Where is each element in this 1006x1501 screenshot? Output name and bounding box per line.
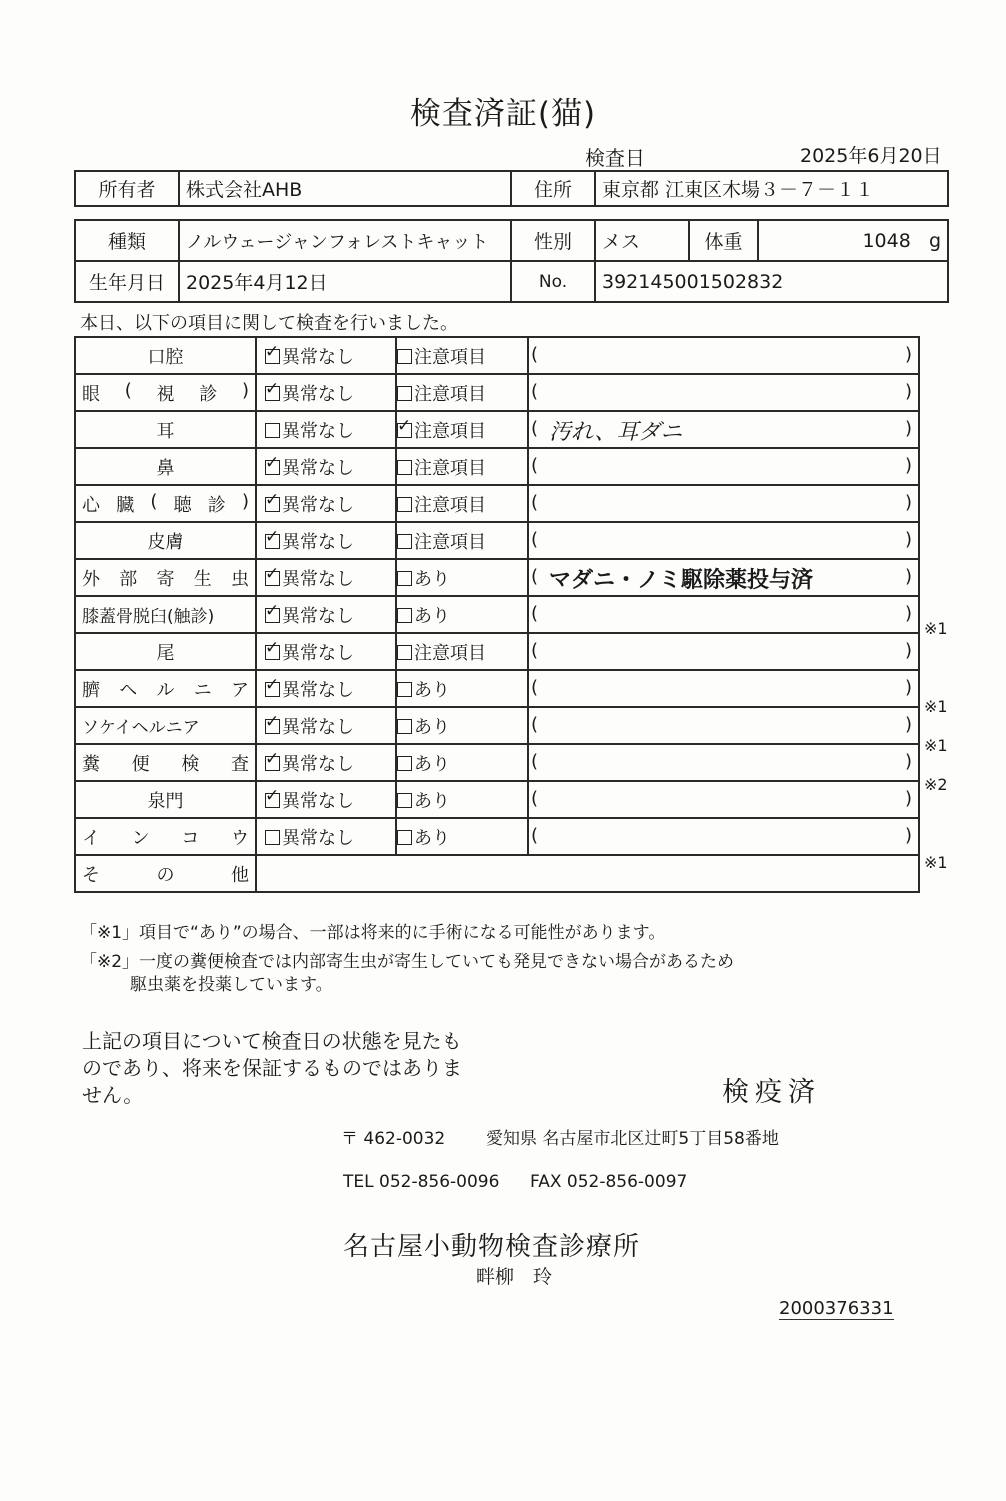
exam-item-label: 鼻 [156, 457, 175, 479]
clinic-tel: TEL 052-856-0096 [343, 1172, 500, 1192]
caution-option [396, 448, 528, 485]
present-label: あり [414, 716, 450, 738]
exam-item-name [75, 374, 256, 411]
normal-label: 異常なし [282, 531, 354, 553]
caution-option [396, 522, 528, 559]
normal-option [256, 559, 396, 596]
present-option [396, 596, 528, 633]
quarantine-stamp: 検疫済 [722, 1077, 821, 1108]
checkbox-icon[interactable] [265, 830, 280, 845]
exam-date: 2025年6月20日 [800, 145, 942, 167]
checkbox-icon[interactable] [397, 793, 412, 808]
weight-cell [758, 220, 948, 261]
footnote-mark: ※1 [924, 736, 948, 755]
exam-item-name [75, 707, 256, 744]
paren-close: ) [904, 603, 912, 624]
checked-box-icon[interactable] [397, 423, 412, 438]
exam-item-label: 臍 ヘ ル ニ ア [82, 679, 249, 701]
exam-note [528, 596, 919, 633]
clinic-name: 名古屋小動物検査診療所 [343, 1232, 641, 1262]
exam-item-label: 皮膚 [147, 531, 184, 553]
intro-text: 本日、以下の項目に関して検査を行いました。 [80, 313, 458, 334]
exam-note [528, 744, 919, 781]
normal-option [256, 633, 396, 670]
exam-item-label: 尾 [156, 642, 175, 664]
exam-note [528, 374, 919, 411]
caution-label: 注意項目 [414, 383, 486, 405]
normal-option [256, 596, 396, 633]
present-label: あり [414, 679, 450, 701]
normal-option [256, 374, 396, 411]
exam-item-name [75, 744, 256, 781]
exam-item-name [75, 781, 256, 818]
exam-row [75, 337, 919, 374]
normal-option [256, 707, 396, 744]
paren-close: ) [904, 788, 912, 809]
paren-open: ( [531, 381, 539, 402]
normal-label: 異常なし [282, 753, 354, 775]
caution-label: 注意項目 [414, 420, 486, 442]
exam-date-label: 検査日 [585, 146, 645, 170]
exam-note-text: 汚れ、耳ダニ [549, 420, 683, 445]
present-label: あり [414, 605, 450, 627]
caution-option [396, 411, 528, 448]
footnote-mark: ※1 [924, 697, 948, 716]
exam-item-name [75, 337, 256, 374]
exam-row [75, 522, 919, 559]
exam-item-label: 膝蓋骨脱臼(触診) [82, 607, 215, 627]
footnote-2: 「※2」一度の糞便検査では内部寄生虫が寄生していても発見できない場合があるため [80, 952, 735, 972]
footnote-3: 駆虫薬を投薬しています。 [130, 975, 333, 995]
exam-note [528, 818, 919, 855]
caution-label: 注意項目 [414, 642, 486, 664]
exam-item-label: 泉門 [147, 790, 184, 812]
exam-note [528, 337, 919, 374]
clinic-fax: FAX 052-856-0097 [530, 1172, 688, 1192]
exam-item-label: ソケイヘルニア [82, 718, 200, 738]
exam-item-name [75, 448, 256, 485]
clinic-address: 愛知県 名古屋市北区辻町5丁目58番地 [486, 1129, 779, 1149]
dob-value: 2025年4月12日 [179, 261, 511, 302]
footnote-mark: ※2 [924, 775, 948, 794]
paren-close: ) [904, 566, 912, 587]
exam-note [528, 559, 919, 596]
exam-item-name [75, 818, 256, 855]
exam-note [528, 485, 919, 522]
serial-number: 2000376331 [779, 1298, 894, 1319]
paren-close: ) [904, 640, 912, 661]
normal-option [256, 485, 396, 522]
checkbox-icon[interactable] [397, 830, 412, 845]
paren-open: ( [531, 418, 539, 439]
paren-close: ) [904, 825, 912, 846]
exam-row [75, 448, 919, 485]
checkbox-icon[interactable] [397, 571, 412, 586]
postal-code: 〒 462-0032 [341, 1129, 446, 1149]
checked-box-icon[interactable] [265, 719, 280, 734]
checked-box-icon[interactable] [265, 460, 280, 475]
no-label: No. [511, 261, 595, 302]
checked-box-icon[interactable] [265, 497, 280, 512]
exam-note [528, 448, 919, 485]
exam-note [528, 633, 919, 670]
caution-option [396, 374, 528, 411]
normal-label: 異常なし [282, 790, 354, 812]
normal-label: 異常なし [282, 642, 354, 664]
other-label-cell [75, 855, 256, 892]
paren-close: ) [904, 381, 912, 402]
sex-label: 性別 [511, 220, 595, 261]
normal-label: 異常なし [282, 346, 354, 368]
paren-close: ) [904, 714, 912, 735]
normal-label: 異常なし [282, 457, 354, 479]
paren-open: ( [531, 640, 539, 661]
paren-close: ) [904, 455, 912, 476]
exam-note [528, 670, 919, 707]
normal-label: 異常なし [282, 494, 354, 516]
normal-option [256, 411, 396, 448]
normal-label: 異常なし [282, 827, 354, 849]
paren-open: ( [531, 529, 539, 550]
statement: 上記の項目について検査日の状態を見たものであり、将来を保証するものではありません。 [82, 1029, 462, 1107]
checked-box-icon[interactable] [265, 349, 280, 364]
caution-label: 注意項目 [414, 346, 486, 368]
checkbox-icon[interactable] [265, 423, 280, 438]
paren-close: ) [904, 677, 912, 698]
caution-label: 注意項目 [414, 531, 486, 553]
paren-open: ( [531, 751, 539, 772]
breed-value: ノルウェージャンフォレストキャット [179, 220, 511, 261]
checkbox-icon[interactable] [397, 756, 412, 771]
paren-open: ( [531, 492, 539, 513]
footnote-mark: ※1 [924, 853, 948, 872]
exam-item-name [75, 670, 256, 707]
checked-box-icon[interactable] [265, 608, 280, 623]
caution-option [396, 633, 528, 670]
exam-row [75, 633, 919, 670]
exam-note-text: マダニ・ノミ駆除薬投与済 [549, 568, 814, 593]
paren-open: ( [531, 677, 539, 698]
paren-open: ( [531, 603, 539, 624]
exam-item-label: 耳 [156, 420, 175, 442]
normal-option [256, 670, 396, 707]
checked-box-icon[interactable] [265, 756, 280, 771]
normal-label: 異常なし [282, 383, 354, 405]
present-option [396, 781, 528, 818]
other-value [256, 855, 919, 892]
checked-box-icon[interactable] [265, 682, 280, 697]
checkbox-icon[interactable] [397, 682, 412, 697]
exam-item-name [75, 596, 256, 633]
checkbox-icon[interactable] [397, 460, 412, 475]
exam-note [528, 411, 919, 448]
normal-option [256, 781, 396, 818]
checked-box-icon[interactable] [265, 534, 280, 549]
caution-option [396, 337, 528, 374]
exam-row [75, 818, 919, 855]
exam-table [74, 336, 920, 893]
checked-box-icon[interactable] [265, 793, 280, 808]
exam-item-label: 心 臓 ( 聴 診 ) [82, 490, 249, 516]
exam-row [75, 411, 919, 448]
exam-item-label: 糞 便 検 査 [82, 753, 249, 775]
present-option [396, 559, 528, 596]
exam-item-label: 外 部 寄 生 虫 [82, 568, 249, 590]
normal-option [256, 337, 396, 374]
paren-close: ) [904, 344, 912, 365]
checkbox-icon[interactable] [397, 608, 412, 623]
checkbox-icon[interactable] [397, 719, 412, 734]
caution-label: 注意項目 [414, 457, 486, 479]
pet-table [74, 219, 949, 303]
present-option [396, 818, 528, 855]
exam-item-name [75, 485, 256, 522]
normal-label: 異常なし [282, 679, 354, 701]
exam-note [528, 522, 919, 559]
checkbox-icon[interactable] [397, 349, 412, 364]
paren-close: ) [904, 751, 912, 772]
owner-value: 株式会社AHB [179, 171, 511, 206]
checkbox-icon[interactable] [397, 534, 412, 549]
exam-note [528, 707, 919, 744]
other-label: そ の 他 [82, 864, 249, 886]
sex-value: メス [595, 220, 689, 261]
paren-open: ( [531, 455, 539, 476]
exam-item-label: イ ン コ ウ [82, 827, 249, 849]
owner-label: 所有者 [75, 171, 179, 206]
caution-option [396, 485, 528, 522]
weight-unit: g [928, 229, 941, 252]
exam-item-name [75, 411, 256, 448]
present-label: あり [414, 790, 450, 812]
paren-open: ( [531, 566, 539, 587]
exam-row [75, 707, 919, 744]
address-label: 住所 [511, 171, 595, 206]
weight-label: 体重 [689, 220, 758, 261]
present-label: あり [414, 568, 450, 590]
document-title: 検査済証(猫) [409, 96, 597, 132]
owner-address: 東京都 江東区木場３－７－１１ [595, 171, 948, 206]
paren-close: ) [904, 529, 912, 550]
exam-row [75, 374, 919, 411]
paren-open: ( [531, 825, 539, 846]
checkbox-icon[interactable] [397, 386, 412, 401]
dob-label: 生年月日 [75, 261, 179, 302]
exam-item-label: 口腔 [147, 346, 184, 368]
breed-label: 種類 [75, 220, 179, 261]
checked-box-icon[interactable] [265, 386, 280, 401]
normal-option [256, 522, 396, 559]
normal-label: 異常なし [282, 716, 354, 738]
no-value: 392145001502832 [595, 261, 948, 302]
present-option [396, 744, 528, 781]
paren-open: ( [531, 788, 539, 809]
checked-box-icon[interactable] [265, 571, 280, 586]
exam-row [75, 559, 919, 596]
checkbox-icon[interactable] [397, 645, 412, 660]
present-label: あり [414, 753, 450, 775]
checkbox-icon[interactable] [397, 497, 412, 512]
normal-label: 異常なし [282, 568, 354, 590]
exam-row [75, 670, 919, 707]
weight-value: 1048 [862, 229, 911, 252]
normal-label: 異常なし [282, 420, 354, 442]
footnote-1: 「※1」項目で“あり”の場合、一部は将来的に手術になる可能性があります。 [80, 923, 666, 943]
present-option [396, 670, 528, 707]
doctor-name: 畔柳 玲 [476, 1266, 553, 1288]
paren-close: ) [904, 418, 912, 439]
exam-item-name [75, 559, 256, 596]
checked-box-icon[interactable] [265, 645, 280, 660]
exam-item-name [75, 522, 256, 559]
present-option [396, 707, 528, 744]
exam-item-name [75, 633, 256, 670]
normal-option [256, 744, 396, 781]
caution-label: 注意項目 [414, 494, 486, 516]
footnote-mark: ※1 [924, 619, 948, 638]
owner-table [74, 170, 949, 207]
normal-option [256, 818, 396, 855]
exam-row [75, 596, 919, 633]
normal-label: 異常なし [282, 605, 354, 627]
paren-close: ) [904, 492, 912, 513]
exam-row [75, 485, 919, 522]
exam-row [75, 744, 919, 781]
present-label: あり [414, 827, 450, 849]
exam-item-label: 眼 ( 視 診 ) [82, 379, 249, 405]
normal-option [256, 448, 396, 485]
paren-open: ( [531, 344, 539, 365]
exam-note [528, 781, 919, 818]
exam-row [75, 781, 919, 818]
paren-open: ( [531, 714, 539, 735]
